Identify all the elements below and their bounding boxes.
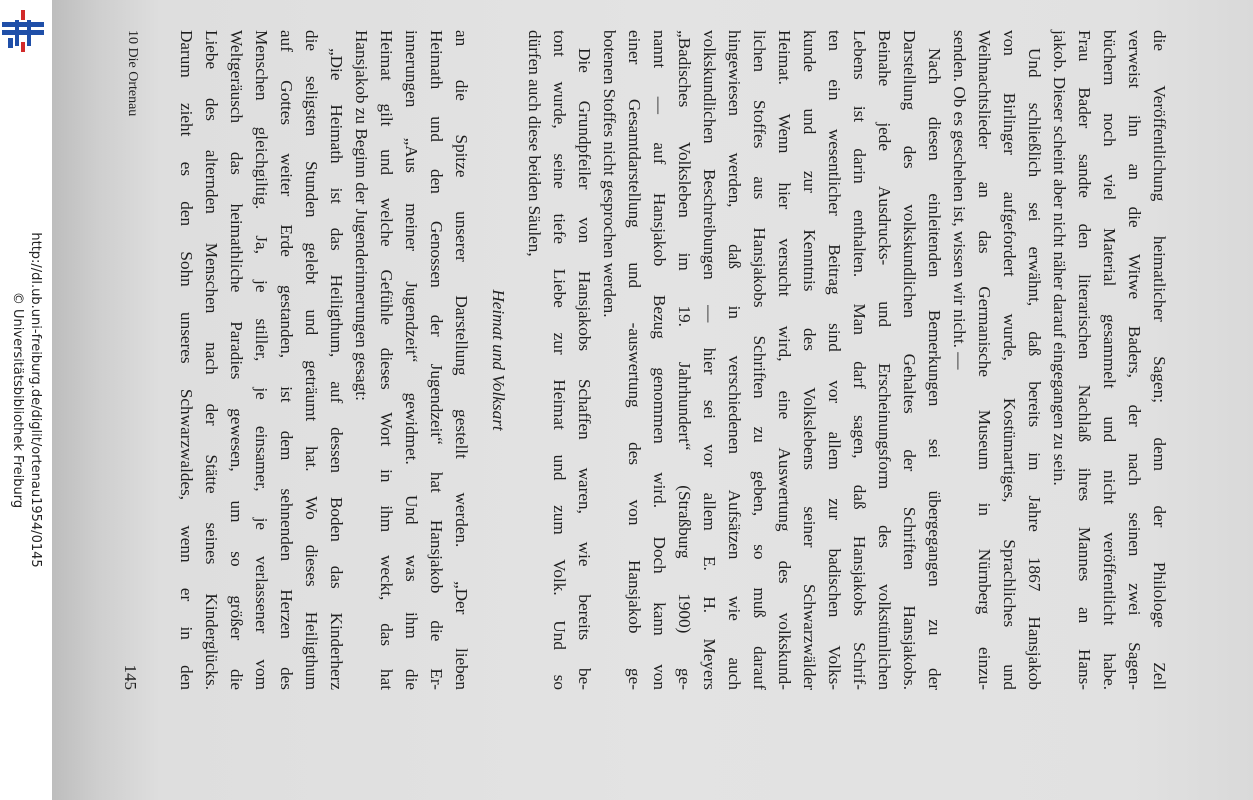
text-line: Heimat gilt und welche Gefühle dieses Wort in ihm weckt, das hat [377, 30, 396, 690]
text-line: auf Gottes weiter Erde gestanden, ist dem sehnenden Herzen des [277, 30, 296, 690]
text-line: Hansjakob zu Beginn der Jugenderinnerungen gesagt: [352, 30, 371, 401]
paragraph-5 [349, 30, 474, 690]
text-line: Beinahe jede Ausdrucks- und Erscheinungsform des volkstümlichen [875, 30, 894, 690]
text-line: Die Grundpfeiler von Hansjakobs Schaffen waren, wie bereits be- [575, 48, 594, 690]
running-head: 10 Die Ortenau [125, 30, 140, 117]
text-line: volkskundlichen Beschreibungen — hier sei vor allem E. H. Meyers [700, 30, 719, 690]
text-line: Heimat. Wenn hier versucht wird, eine Auswertung des volkskund- [775, 30, 794, 690]
text-line: senden. Ob es geschehen ist, wissen wir nicht. — [950, 30, 969, 370]
text-line: tont wurde, seine tiefe Liebe zur Heimat und zum Volk. Und so [550, 30, 569, 690]
text-line: innerungen „Aus meiner Jugendzeit“ gewidmet. Und was ihm die [402, 30, 421, 690]
paragraph-4 [522, 30, 597, 690]
text-line: Liebe des alternden Menschen nach der Stätte seines Kinderglücks. [202, 30, 221, 690]
paragraph-6-quote [174, 30, 349, 690]
text-line: „Die Heimath ist das Heiligthum, auf dessen Boden das Kinderherz [327, 48, 346, 690]
copyright-notice: © Universitätsbibliothek Freiburg [10, 291, 25, 509]
text-line: die seligsten Stunden gelebt und geträumt hat. Wo dieses Heiligthum [302, 30, 321, 690]
text-line: ten ein wesentlicher Beitrag sind vor allem zur badischen Volks- [825, 30, 844, 690]
paragraph-2 [947, 30, 1047, 690]
university-freiburg-logo-icon [2, 10, 44, 52]
text-line: die Veröffentlichung heimatlicher Sagen; denn der Philologe Zell [1150, 30, 1169, 690]
text-line: „Badisches Volksleben im 19. Jahrhundert“ (Straßburg 1900) ge- [675, 30, 694, 690]
text-line: hingewiesen werden, daß in verschiedenen Aufsätzen wie auch [725, 30, 744, 690]
text-line: einer Gesamtdarstellung und -auswertung des von Hansjakob ge- [625, 30, 644, 690]
text-line: Und schließlich sei erwähnt, daß bereits im Jahre 1867 Hansjakob [1025, 48, 1044, 690]
text-line: dürfen auch diese beiden Säulen, [525, 30, 544, 257]
text-line: an die Spitze unserer Darstellung gestellt werden. „Der lieben [452, 30, 471, 690]
viewer-margin [0, 0, 53, 800]
text-line: Darum zieht es den Sohn unseres Schwarzwaldes, wenn er in den [177, 30, 196, 690]
text-line: von Birlinger aufgefordert wurde, Kostümartiges, Sprachliches und [1000, 30, 1019, 690]
text-line: Lebens ist darin enthalten. Man darf sagen, daß Hansjakobs Schrif- [850, 30, 869, 690]
text-line: Darstellung des volkskundlichen Gehaltes der Schriften Hansjakobs. [900, 30, 919, 690]
paragraph-1 [1047, 30, 1172, 690]
text-line: Menschen gleichgiltig. Ja, je stiller, je einsamer, je verlassener vom [252, 30, 271, 690]
text-line: kunde und zur Kenntnis des Volkslebens seiner Schwarzwälder [800, 30, 819, 690]
text-line: nannt — auf Hansjakob Bezug genommen wird. Doch kann von [650, 30, 669, 690]
page-number: 145 [121, 664, 140, 690]
text-line: Weltgeräusch das heimathliche Paradies gewesen, um so größer die [227, 30, 246, 690]
section-heading: Heimat und Volksart [489, 289, 508, 431]
text-line: Weihnachtslieder an das Germanische Museum in Nürnberg einzu- [975, 30, 994, 690]
book-page [112, 30, 1172, 710]
text-line: lichen Stoffes aus Hansjakobs Schriften zu geben, so muß darauf [750, 30, 769, 690]
text-line: botenen Stoffes nicht gesprochen werden. [600, 30, 619, 318]
text-line: Heimath und den Genossen der Jugendzeit“ hat Hansjakob die Er- [427, 30, 446, 690]
page-body [174, 30, 1172, 690]
text-line: büchern noch viel Material gesammelt und nicht veröffentlicht habe. [1100, 30, 1119, 690]
text-line: Frau Bader sandte den literarischen Nachlaß ihres Mannes an Hans- [1075, 30, 1094, 690]
text-line: jakob. Dieser scheint aber nicht näher darauf eingegangen zu sein. [1050, 30, 1069, 486]
source-url[interactable]: http://dl.ub.uni-freiburg.de/diglit/ortenau1954/0145 [28, 232, 43, 568]
scanned-page [52, 0, 1253, 800]
text-line: verweist ihn an die Witwe Baders, der nach seinen zwei Sagen- [1125, 30, 1144, 690]
page-footer [116, 30, 140, 690]
rotated-page-content [112, 30, 1172, 690]
text-line: Nach diesen einleitenden Bemerkungen sei übergegangen zu der [925, 48, 944, 690]
paragraph-3 [597, 30, 947, 690]
margin-source-info [8, 232, 44, 567]
